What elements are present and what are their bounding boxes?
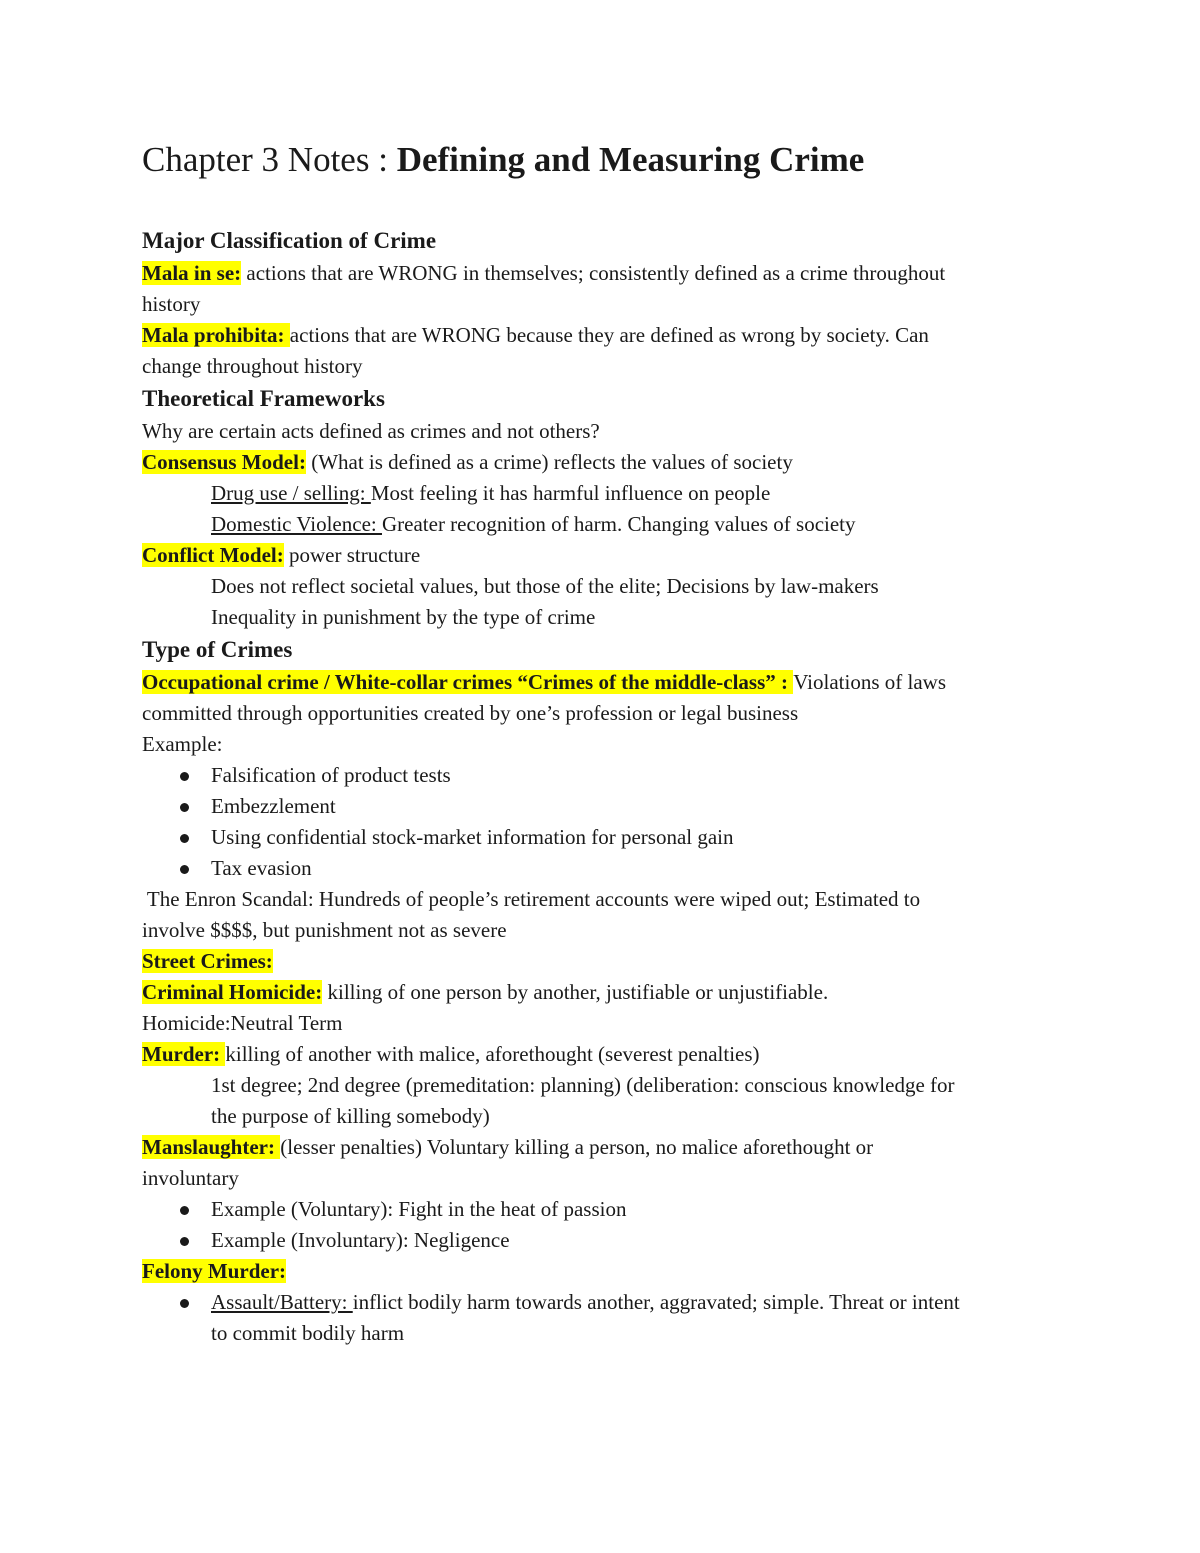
example-label: Example: (142, 732, 223, 756)
manslaughter-term: Manslaughter: (142, 1135, 281, 1159)
heading-type-of-crimes: Type of Crimes (142, 637, 293, 662)
mala-in-se-text: actions that are WRONG in themselves; consistently defined as a crime throughout (241, 261, 946, 285)
mala-in-se-line (142, 258, 1062, 289)
criminal-homicide-text: killing of one person by another, justifiable or unjustifiable. (322, 980, 829, 1004)
list-item-text: Embezzlement (211, 794, 336, 818)
conflict-detail-1: Does not reflect societal values, but those of the elite; Decisions by law-makers (211, 574, 879, 598)
bullet-icon (180, 865, 189, 874)
list-item-text: Example (Involuntary): Negligence (211, 1228, 510, 1252)
mala-prohibita-line (142, 320, 1062, 351)
mala-in-se-term: Mala in se: (142, 261, 242, 285)
occupational-examples-list (142, 760, 1062, 884)
domestic-violence-term: Domestic Violence: (211, 512, 382, 536)
enron-line-1: The Enron Scandal: Hundreds of people’s retirement accounts were wiped out; Estimated to (142, 887, 921, 911)
occupational-crime-continuation: committed through opportunities created by one’s profession or legal business (142, 701, 799, 725)
mala-prohibita-continuation: change throughout history (142, 354, 363, 378)
drug-use-text: Most feeling it has harmful influence on people (370, 481, 771, 505)
mala-prohibita-text: actions that are WRONG because they are defined as wrong by society. Can (289, 323, 929, 347)
list-item (142, 760, 1062, 791)
title-main: Defining and Measuring Crime (396, 140, 865, 179)
felony-murder-term: Felony Murder: (142, 1259, 287, 1283)
bullet-icon (180, 803, 189, 812)
murder-term: Murder: (142, 1042, 226, 1066)
manslaughter-line (142, 1132, 1062, 1163)
consensus-model-text: (What is defined as a crime) reflects the values of society (305, 450, 793, 474)
consensus-model-line (142, 447, 1062, 478)
murder-degree-line-1: 1st degree; 2nd degree (premeditation: planning) (deliberation: conscious knowledge for (211, 1073, 955, 1097)
title-prefix: Chapter 3 Notes : (142, 140, 397, 179)
conflict-model-term: Conflict Model: (142, 543, 284, 567)
list-item-text: Falsification of product tests (211, 763, 451, 787)
criminal-homicide-term: Criminal Homicide: (142, 980, 323, 1004)
conflict-model-line (142, 540, 1062, 571)
manslaughter-text: (lesser penalties) Voluntary killing a person, no malice aforethought or (280, 1135, 874, 1159)
heading-major-classification: Major Classification of Crime (142, 228, 437, 253)
murder-text: killing of another with malice, aforethought (severest penalties) (225, 1042, 760, 1066)
assault-battery-text: inflict bodily harm towards another, aggravated; simple. Threat or intent (352, 1290, 960, 1314)
list-item-text: Tax evasion (211, 856, 312, 880)
domestic-violence-line (142, 509, 1062, 540)
list-item (142, 1287, 1062, 1349)
felony-murder-line (142, 1256, 1062, 1287)
drug-use-term: Drug use / selling: (211, 481, 371, 505)
murder-line (142, 1039, 1062, 1070)
assault-battery-continuation: to commit bodily harm (211, 1321, 405, 1345)
list-item (142, 822, 1062, 853)
felony-list (142, 1287, 1062, 1349)
domestic-violence-text: Greater recognition of harm. Changing values of society (381, 512, 856, 536)
assault-battery-term: Assault/Battery: (211, 1290, 353, 1314)
list-item-text: Example (Voluntary): Fight in the heat of passion (211, 1197, 627, 1221)
mala-prohibita-term: Mala prohibita: (142, 323, 290, 347)
enron-line-2: involve $$$$, but punishment not as severe (142, 918, 507, 942)
manslaughter-continuation: involuntary (142, 1166, 239, 1190)
criminal-homicide-line (142, 977, 1062, 1008)
bullet-icon (180, 1206, 189, 1215)
list-item-text: Using confidential stock-market information for personal gain (211, 825, 734, 849)
heading-theoretical-frameworks: Theoretical Frameworks (142, 386, 385, 411)
occupational-crime-line (142, 667, 1062, 698)
occupational-crime-text: Violations of laws (793, 670, 946, 694)
homicide-neutral-line: Homicide:Neutral Term (142, 1011, 343, 1035)
bullet-icon (180, 1299, 189, 1308)
murder-degree-line-2: the purpose of killing somebody) (211, 1104, 490, 1128)
list-item (142, 1194, 1062, 1225)
bullet-icon (180, 1237, 189, 1246)
theory-question: Why are certain acts defined as crimes and not others? (142, 419, 600, 443)
consensus-model-term: Consensus Model: (142, 450, 306, 474)
occupational-crime-term: Occupational crime / White-collar crimes “Crimes of the middle-class” : (142, 670, 794, 694)
notes-body (142, 224, 1062, 1349)
street-crimes-line (142, 946, 1062, 977)
list-item (142, 791, 1062, 822)
mala-in-se-continuation: history (142, 292, 201, 316)
bullet-icon (180, 834, 189, 843)
list-item (142, 853, 1062, 884)
street-crimes-term: Street Crimes: (142, 949, 273, 973)
drug-use-line (142, 478, 1062, 509)
page-title (142, 140, 864, 180)
bullet-icon (180, 772, 189, 781)
conflict-detail-2: Inequality in punishment by the type of crime (211, 605, 596, 629)
conflict-model-text: power structure (283, 543, 421, 567)
manslaughter-examples-list (142, 1194, 1062, 1256)
list-item (142, 1225, 1062, 1256)
